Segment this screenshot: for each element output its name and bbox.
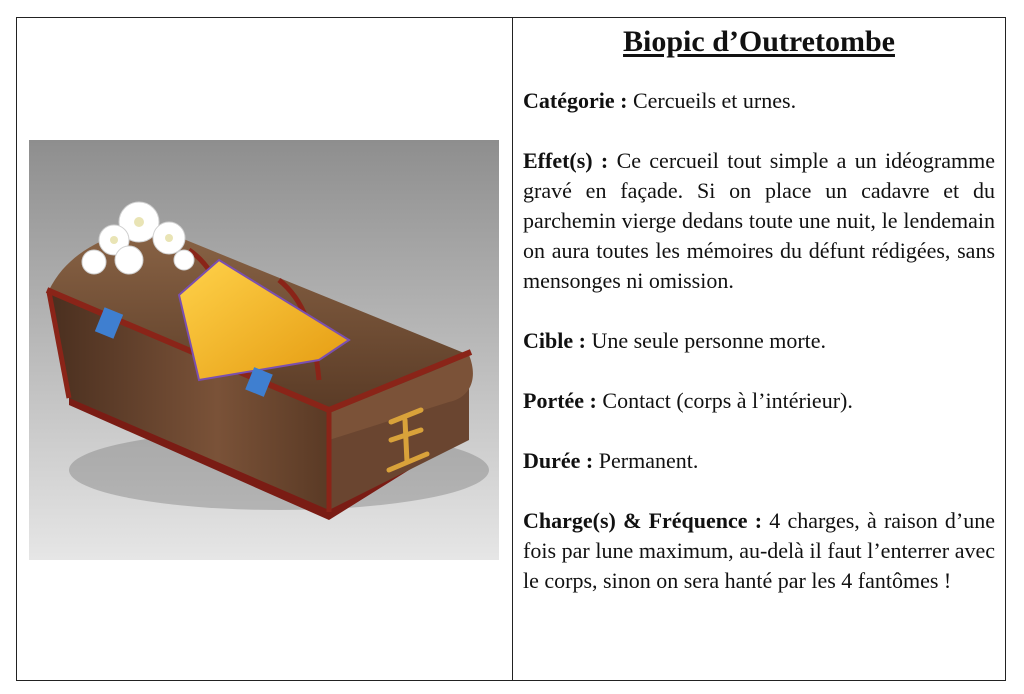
image-cell — [17, 18, 513, 680]
field-value: 4 charges, à raison d’une fois par lune maximum, au-delà il faut l’enterrer avec le corps, sinon on sera hanté par les 4 fantômes ! — [523, 508, 995, 593]
field-effects — [523, 146, 995, 296]
field-label: Durée : — [523, 448, 594, 473]
field-label: Portée : — [523, 388, 597, 413]
field-value: Permanent. — [598, 448, 699, 473]
description-cell — [513, 18, 1005, 680]
field-label: Catégorie : — [523, 88, 628, 113]
field-target — [523, 326, 995, 356]
field-value: Contact (corps à l’intérieur). — [602, 388, 853, 413]
field-label: Charge(s) & Fréquence : — [523, 508, 763, 533]
field-duration — [523, 446, 995, 476]
field-value: Une seule personne morte. — [591, 328, 827, 353]
field-category — [523, 86, 995, 116]
field-label: Effet(s) : — [523, 148, 609, 173]
field-value: Cercueils et urnes. — [632, 88, 797, 113]
item-card — [16, 17, 1006, 681]
card-title: Biopic d’Outretombe — [623, 25, 895, 58]
field-charges — [523, 506, 995, 596]
coffin-illustration — [29, 140, 499, 560]
field-value: Ce cercueil tout simple a un idéogramme gravé en façade. Si on place un cadavre et du parchemin vierge dedans toute une nuit, le lendemain on aura toutes les mémoires du défunt rédigées, sans mensonges ni omission. — [523, 148, 995, 293]
field-label: Cible : — [523, 328, 586, 353]
field-range — [523, 386, 995, 416]
